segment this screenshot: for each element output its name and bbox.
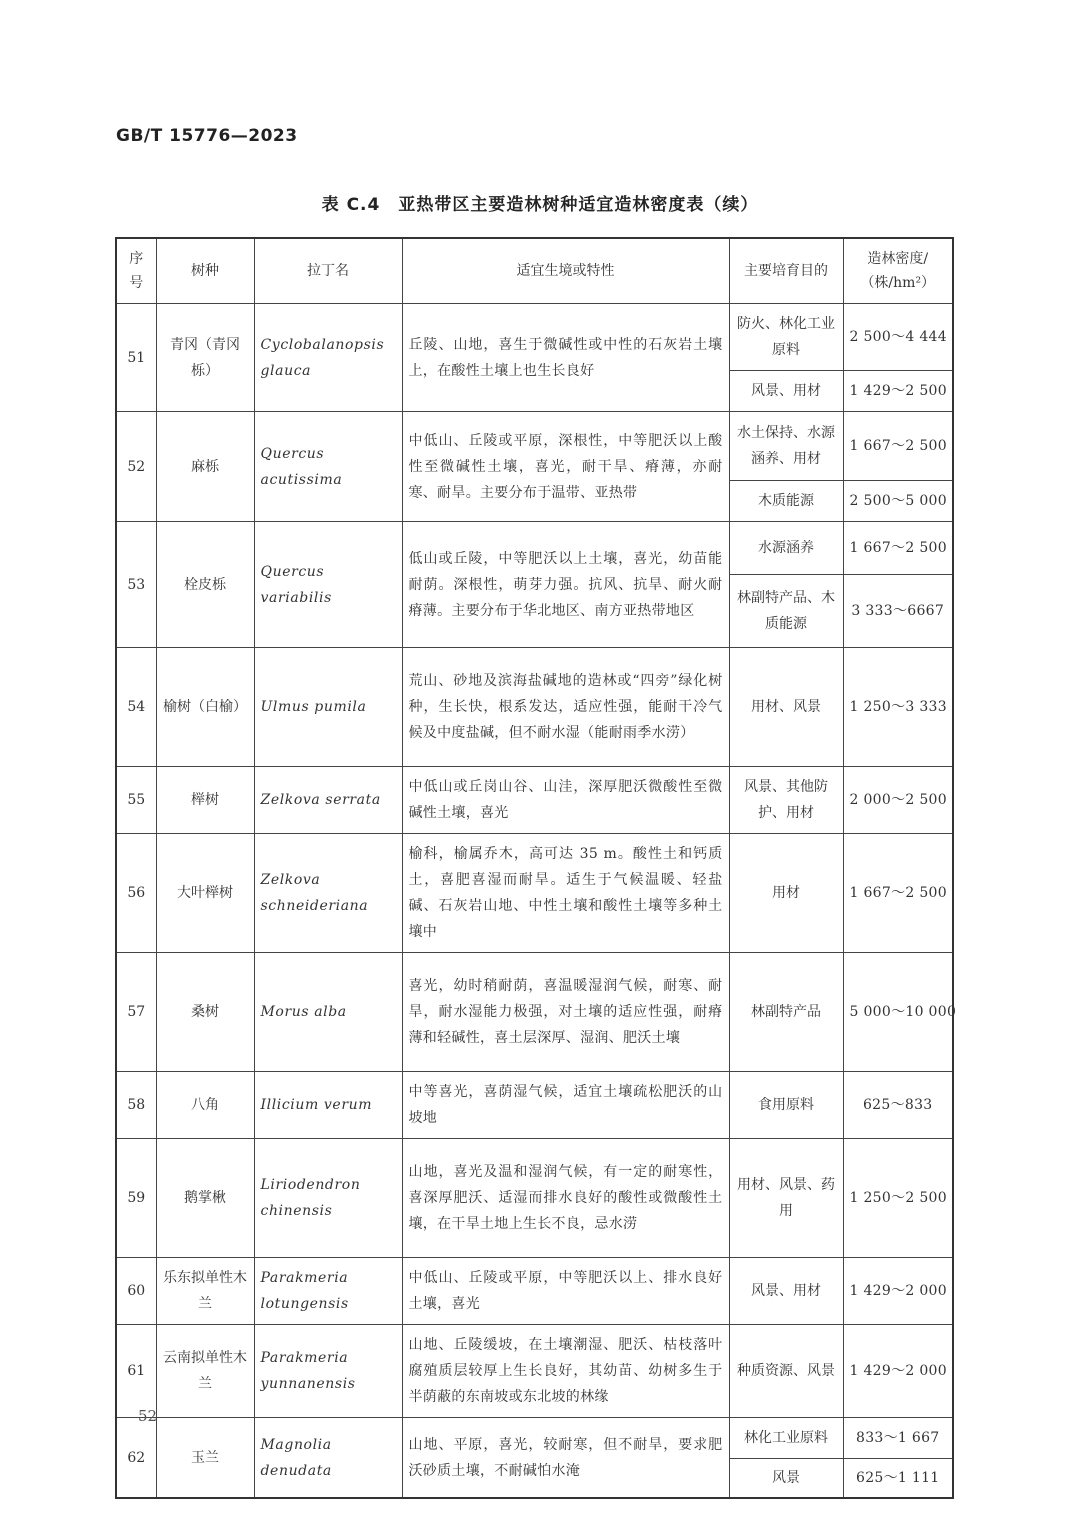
cell-species: 玉兰 <box>156 1418 254 1499</box>
cell-seq: 62 <box>116 1418 156 1499</box>
col-header-seq: 序号 <box>116 238 156 304</box>
cell-latin-name: Ulmus pumila <box>254 648 402 767</box>
cell-seq: 59 <box>116 1139 156 1258</box>
cell-density: 1 429～2 500 <box>843 371 953 412</box>
cell-seq: 56 <box>116 834 156 953</box>
cell-species: 青冈（青冈栎） <box>156 304 254 412</box>
cell-purpose: 风景、用材 <box>729 371 843 412</box>
cell-environment: 山地、平原，喜光，较耐寒，但不耐旱，要求肥沃砂质土壤，不耐碱怕水淹 <box>402 1418 729 1499</box>
cell-density: 1 250～3 333 <box>843 648 953 767</box>
table-row <box>116 1258 953 1325</box>
cell-latin-name: Quercus variabilis <box>254 522 402 648</box>
cell-purpose: 林化工业原料 <box>729 1418 843 1459</box>
table-row <box>116 953 953 1072</box>
cell-density: 625～1 111 <box>843 1459 953 1499</box>
cell-seq: 52 <box>116 412 156 522</box>
cell-species: 榉树 <box>156 767 254 834</box>
cell-seq: 57 <box>116 953 156 1072</box>
cell-purpose: 风景、用材 <box>729 1258 843 1325</box>
cell-density: 833～1 667 <box>843 1418 953 1459</box>
table-row <box>116 767 953 834</box>
cell-purpose: 水源涵养 <box>729 522 843 575</box>
cell-species: 大叶榉树 <box>156 834 254 953</box>
cell-latin-name: Zelkova schneideriana <box>254 834 402 953</box>
cell-latin-name: Parakmeria lotungensis <box>254 1258 402 1325</box>
cell-species: 八角 <box>156 1072 254 1139</box>
table-row <box>116 1325 953 1418</box>
cell-purpose: 用材 <box>729 834 843 953</box>
cell-species: 乐东拟单性木兰 <box>156 1258 254 1325</box>
cell-seq: 54 <box>116 648 156 767</box>
col-header-purpose: 主要培育目的 <box>729 238 843 304</box>
cell-density: 3 333～6667 <box>843 575 953 648</box>
table-header-row <box>116 238 953 304</box>
cell-density: 1 250～2 500 <box>843 1139 953 1258</box>
table-row <box>116 1139 953 1258</box>
col-header-environment: 适宜生境或特性 <box>402 238 729 304</box>
cell-purpose: 用材、风景 <box>729 648 843 767</box>
cell-purpose: 种质资源、风景 <box>729 1325 843 1418</box>
col-header-species: 树种 <box>156 238 254 304</box>
cell-environment: 中低山、丘陵或平原，深根性，中等肥沃以上酸性至微碱性土壤，喜光，耐干旱、瘠薄，亦耐寒、耐旱。主要分布于温带、亚热带 <box>402 412 729 522</box>
cell-purpose: 风景、其他防护、用材 <box>729 767 843 834</box>
cell-purpose: 防火、林化工业原料 <box>729 304 843 371</box>
cell-seq: 51 <box>116 304 156 412</box>
cell-density: 2 000～2 500 <box>843 767 953 834</box>
cell-density: 1 667～2 500 <box>843 834 953 953</box>
table-row <box>116 648 953 767</box>
cell-latin-name: Illicium verum <box>254 1072 402 1139</box>
cell-purpose: 风景 <box>729 1459 843 1499</box>
cell-purpose: 用材、风景、药用 <box>729 1139 843 1258</box>
cell-latin-name: Liriodendron chinensis <box>254 1139 402 1258</box>
table-row <box>116 1072 953 1139</box>
cell-environment: 喜光，幼时稍耐荫，喜温暖湿润气候，耐寒、耐旱，耐水湿能力极强，对土壤的适应性强，耐瘠薄和轻碱性，喜土层深厚、湿润、肥沃土壤 <box>402 953 729 1072</box>
cell-density: 5 000～10 000 <box>843 953 953 1072</box>
cell-species: 桑树 <box>156 953 254 1072</box>
document-code: GB/T 15776—2023 <box>116 126 298 146</box>
cell-seq: 53 <box>116 522 156 648</box>
cell-environment: 中等喜光，喜荫湿气候，适宜土壤疏松肥沃的山坡地 <box>402 1072 729 1139</box>
cell-latin-name: Zelkova serrata <box>254 767 402 834</box>
cell-density: 2 500～4 444 <box>843 304 953 371</box>
cell-density: 1 429～2 000 <box>843 1258 953 1325</box>
table-row <box>116 304 953 371</box>
cell-environment: 中低山或丘岗山谷、山洼，深厚肥沃微酸性至微碱性土壤，喜光 <box>402 767 729 834</box>
cell-seq: 58 <box>116 1072 156 1139</box>
table-row <box>116 834 953 953</box>
cell-environment: 低山或丘陵，中等肥沃以上土壤，喜光，幼苗能耐荫。深根性，萌芽力强。抗风、抗旱、耐火耐瘠薄。主要分布于华北地区、南方亚热带地区 <box>402 522 729 648</box>
cell-latin-name: Magnolia denudata <box>254 1418 402 1499</box>
cell-environment: 中低山、丘陵或平原，中等肥沃以上、排水良好土壤，喜光 <box>402 1258 729 1325</box>
cell-environment: 山地，喜光及温和湿润气候，有一定的耐寒性，喜深厚肥沃、适湿而排水良好的酸性或微酸性土壤，在干旱土地上生长不良，忌水涝 <box>402 1139 729 1258</box>
cell-density: 1 667～2 500 <box>843 412 953 481</box>
table-row <box>116 1418 953 1459</box>
cell-density: 1 667～2 500 <box>843 522 953 575</box>
cell-purpose: 木质能源 <box>729 481 843 522</box>
table-body <box>116 304 957 1499</box>
table-title: 表 C.4 亚热带区主要造林树种适宜造林密度表（续） <box>321 195 759 215</box>
table-row <box>116 522 953 575</box>
cell-environment: 丘陵、山地，喜生于微碱性或中性的石灰岩土壤上，在酸性土壤上也生长良好 <box>402 304 729 412</box>
page-number: 52 <box>138 1407 158 1425</box>
cell-latin-name: Quercus acutissima <box>254 412 402 522</box>
cell-species: 鹅掌楸 <box>156 1139 254 1258</box>
cell-density: 2 500～5 000 <box>843 481 953 522</box>
cell-seq: 61 <box>116 1325 156 1418</box>
species-density-table <box>115 237 957 1499</box>
cell-purpose: 水土保持、水源涵养、用材 <box>729 412 843 481</box>
cell-purpose: 林副特产品 <box>729 953 843 1072</box>
cell-environment: 榆科，榆属乔木，高可达 35 m。酸性土和钙质土，喜肥喜湿而耐旱。适生于气候温暖、轻盐碱、石灰岩山地、中性土壤和酸性土壤等多种土壤中 <box>402 834 729 953</box>
cell-environment: 山地、丘陵缓坡，在土壤潮湿、肥沃、枯枝落叶腐殖质层较厚上生长良好，其幼苗、幼树多生于半荫蔽的东南坡或东北坡的林缘 <box>402 1325 729 1418</box>
cell-seq: 55 <box>116 767 156 834</box>
cell-density: 625～833 <box>843 1072 953 1139</box>
cell-purpose: 食用原料 <box>729 1072 843 1139</box>
cell-species: 麻栎 <box>156 412 254 522</box>
cell-latin-name: Cyclobalanopsis glauca <box>254 304 402 412</box>
table-row <box>116 412 953 481</box>
cell-species: 栓皮栎 <box>156 522 254 648</box>
cell-latin-name: Parakmeria yunnanensis <box>254 1325 402 1418</box>
col-header-latin: 拉丁名 <box>254 238 402 304</box>
cell-density: 1 429～2 000 <box>843 1325 953 1418</box>
cell-species: 云南拟单性木兰 <box>156 1325 254 1418</box>
cell-latin-name: Morus alba <box>254 953 402 1072</box>
cell-seq: 60 <box>116 1258 156 1325</box>
cell-environment: 荒山、砂地及滨海盐碱地的造林或“四旁”绿化树种，生长快，根系发达，适应性强，能耐干冷气候及中度盐碱，但不耐水湿（能耐雨季水涝） <box>402 648 729 767</box>
cell-purpose: 林副特产品、木质能源 <box>729 575 843 648</box>
cell-species: 榆树（白榆） <box>156 648 254 767</box>
col-header-density: 造林密度/（株/hm²） <box>843 238 953 304</box>
